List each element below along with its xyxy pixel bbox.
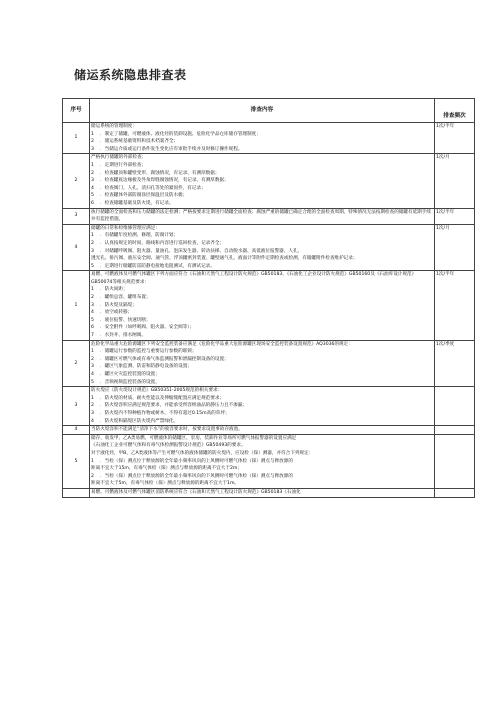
content-line bbox=[91, 379, 433, 387]
row-content bbox=[90, 154, 435, 208]
item-number: 5 bbox=[91, 193, 94, 199]
row-index: 4 bbox=[63, 426, 90, 435]
item-text: ．防火堤的材质、耐火性能以及伸缩缝配置应满足规范要求； bbox=[100, 395, 225, 401]
item-number: 3 bbox=[91, 248, 94, 254]
content-line bbox=[91, 418, 433, 426]
item-text: ．对储罐呼吸阀、阻火器、量油孔、泡沫发生器、转动扶梯、自动脱水器、高低液位报警器、人孔、 bbox=[100, 248, 303, 254]
content-line bbox=[91, 177, 433, 185]
content-paragraph: 执行储罐的全面检查和压力储罐的法定检测；严格按要求定期进行储罐全面检查；腐蚀严重的储罐已确定合理的全面检查周期。特殊情况无法按期检查的储罐有延期手续并有监控措施。 bbox=[91, 209, 431, 223]
item-text: ．水封井、排水闸阀。 bbox=[100, 333, 146, 339]
header-content: 排查内容 bbox=[90, 99, 435, 123]
item-text: ．检查储罐基础及防火堤，有记录。 bbox=[100, 200, 174, 206]
item-text: ．罐区气象监测、防雷和防静电设备的设置； bbox=[100, 364, 192, 370]
item-text: ．防火堤内不得种植作物或树木，不得有超过0.15m高的草坪； bbox=[100, 410, 230, 416]
item-number: 2 bbox=[91, 170, 94, 176]
content-paragraph: 易燃、可燃液体及可燃气体罐区下列方面应符合《石油和天然气工程设计防火规范》GB50183、《石油化工企业设计防火规范》GB50160及《石油库设计规范》GB50074等相关规范要求： bbox=[91, 272, 417, 285]
item-number: 1 bbox=[91, 458, 94, 464]
row-frequency: 1次/半年 bbox=[435, 271, 475, 340]
content-line bbox=[91, 395, 433, 403]
item-number: 3 bbox=[91, 410, 94, 416]
page-title: 储运系统隐患排查表 bbox=[74, 68, 187, 82]
table-row bbox=[63, 387, 475, 426]
content-line bbox=[91, 489, 433, 497]
item-number: 2 bbox=[91, 295, 94, 301]
row-index: 5 bbox=[63, 434, 90, 488]
content-line bbox=[91, 225, 433, 233]
row-content bbox=[90, 387, 435, 426]
item-number: 2 bbox=[91, 240, 94, 246]
row-content bbox=[90, 340, 435, 387]
item-number: 5 bbox=[91, 379, 94, 385]
row-frequency bbox=[435, 387, 475, 426]
content-line bbox=[91, 426, 433, 434]
content-line bbox=[91, 324, 433, 332]
item-text: ．定期进行外部检查； bbox=[100, 162, 146, 168]
row-index: 2 bbox=[63, 154, 90, 208]
item-number: 7 bbox=[91, 333, 94, 339]
item-text: ．储运系统基础资料和技术档案齐全； bbox=[100, 139, 179, 145]
hazard-checklist-table bbox=[62, 98, 475, 498]
content-line bbox=[91, 473, 433, 481]
content-paragraph: 对于液化烃，甲B、乙A类液体等产生可燃气体的液体储罐的防火堤内，应设检（探）测器，并符合下列规定： bbox=[91, 450, 314, 456]
item-text: 储运系统的管理制度： bbox=[91, 124, 137, 129]
table-row bbox=[63, 340, 475, 387]
item-number: 3 bbox=[91, 364, 94, 370]
item-number: 4 bbox=[91, 185, 94, 191]
content-line bbox=[91, 402, 433, 410]
content-line bbox=[91, 332, 433, 340]
item-text: ．定期进行储罐防雷防静电接地电阻测试，有测试记录。 bbox=[100, 263, 215, 269]
content-line bbox=[91, 387, 433, 395]
item-text: 距离不宜大于5m，有毒气体检（探）测点与释放源的距离不宜大于1m。 bbox=[91, 481, 240, 487]
table-row bbox=[63, 488, 475, 497]
item-number: 2 bbox=[91, 356, 94, 362]
item-text: 严格执行储罐的外部检查： bbox=[91, 155, 147, 161]
item-number: 1 bbox=[91, 162, 94, 168]
item-text: ．音频视频监控装备的设置。 bbox=[100, 379, 160, 385]
item-number: 2 bbox=[91, 403, 94, 409]
content-line bbox=[91, 162, 433, 170]
row-content bbox=[90, 208, 435, 224]
item-text: ．防火堤和隔堤区防火堤内严禁绿化。 bbox=[100, 418, 179, 424]
item-text: 防火堤应《防火堤设计规范》GB50351-2005规范的相关要求： bbox=[91, 388, 223, 394]
content-line bbox=[91, 255, 433, 263]
item-text: ．检查阀门、人孔、清扫孔等处的紧固件，有记录； bbox=[100, 185, 206, 191]
item-text: ．防火堤及隔堤； bbox=[100, 302, 137, 308]
item-text: ．当检（探）测点位于释放源的全年最小频率风向的下风侧时可燃气体检（探）测点与释放源的 bbox=[100, 473, 293, 479]
table-row bbox=[63, 224, 475, 271]
row-index: 1 bbox=[63, 123, 90, 154]
item-text: ．储罐运行参数的监控与重要运行参数的联锁； bbox=[100, 349, 197, 355]
table-row bbox=[63, 434, 475, 488]
content-line bbox=[91, 138, 433, 146]
item-text: ．当检（探）测点位于释放源的全年最小频率风向的上风侧时可燃气体检（探）测点与释放源的 bbox=[100, 458, 293, 464]
row-frequency: 1次/月 bbox=[435, 154, 475, 208]
item-number: 4 bbox=[91, 310, 94, 316]
item-number: 6 bbox=[91, 200, 94, 206]
row-content bbox=[90, 224, 435, 271]
item-text: 当防火堤容积不能满足“清净下水”的收容要求时，按要求设置事故存液池。 bbox=[91, 427, 243, 433]
item-text: ．防火堤容积应满足规范要求，并能承受所容纳油品的静压力且不渗漏； bbox=[100, 403, 248, 409]
item-text: ．当储运介质或运行条件发生变化应有审批手续并及时修订操作规程。 bbox=[100, 146, 243, 152]
content-line bbox=[91, 192, 433, 200]
item-number: 6 bbox=[91, 325, 94, 331]
row-index bbox=[63, 488, 90, 497]
item-text: 《石油化工企业可燃气体和有毒气体检测报警设计规范》GB50493的要求。 bbox=[91, 443, 246, 449]
content-paragraph: 危险化学品重大危险源罐区下列安全监控装备应满足《危险化学品重大危险源罐区现场安全监控装备设置规范》AQ3036的规定： bbox=[91, 341, 353, 347]
table-header-row bbox=[63, 99, 475, 123]
item-number: 1 bbox=[91, 287, 94, 293]
item-text: ．储罐区可燃气体或有毒气体监测报警和泄漏控制设备的设置； bbox=[100, 356, 229, 362]
row-frequency: 1次/季度 bbox=[435, 340, 475, 387]
content-line bbox=[91, 154, 433, 162]
item-number: 1 bbox=[91, 131, 94, 137]
content-line bbox=[91, 348, 433, 356]
item-text: ．罐组总容、罐组布置； bbox=[100, 295, 151, 301]
item-number: 3 bbox=[91, 302, 94, 308]
row-index: 3 bbox=[63, 208, 90, 224]
item-text: 易燃、可燃液体及可燃气体罐区消防系统应符合《石油和天然气工程设计防火规范》GB50183《石油化 bbox=[91, 489, 301, 495]
item-text: ．检查罐顶和罐壁变形、腐蚀情况，有记录、有测厚数据； bbox=[100, 170, 220, 176]
table-row bbox=[63, 123, 475, 154]
content-line bbox=[91, 363, 433, 371]
item-text: ．检查罐体外部防腐涂层保温层及防水檐； bbox=[100, 193, 188, 199]
item-number: 5 bbox=[91, 317, 94, 323]
content-line bbox=[91, 123, 433, 131]
content-line bbox=[91, 131, 433, 139]
content-line bbox=[91, 480, 433, 488]
header-frequency: 排查频次 bbox=[435, 99, 475, 123]
item-number: 3 bbox=[91, 146, 94, 152]
item-number: 1 bbox=[91, 349, 94, 355]
row-content bbox=[90, 271, 435, 340]
row-frequency bbox=[435, 488, 475, 497]
item-text: ．有储罐年度检测、修理、防腐计划； bbox=[100, 233, 179, 239]
row-frequency bbox=[435, 426, 475, 435]
item-text: ．检查罐底边缘板及外角焊缝腐蚀情况，有记录、有测厚数据； bbox=[100, 178, 229, 184]
content-line bbox=[91, 309, 433, 317]
item-text: 储存、收发甲、乙A类易燃、可燃液体的储罐区、泵房、装卸作业等场所可燃气体报警器的设置应满足 bbox=[91, 435, 297, 441]
item-number: 5 bbox=[91, 263, 94, 269]
item-number: 1 bbox=[91, 233, 94, 239]
item-number: 4 bbox=[91, 418, 94, 424]
item-text: ．认真按规定的时间、路线和内容进行巡回检查，记录齐全； bbox=[100, 240, 225, 246]
item-text: ．安全附件（如呼吸阀、阻火器、安全阀等）； bbox=[100, 325, 195, 331]
table-row bbox=[63, 426, 475, 435]
row-content bbox=[90, 488, 435, 497]
content-line bbox=[91, 170, 433, 178]
item-text: ．制定了储罐、可燃液体、液化烃的装卸设施、危险化学品仓库储存管理制度； bbox=[100, 131, 261, 137]
content-line bbox=[91, 410, 433, 418]
content-line bbox=[91, 302, 433, 310]
item-text: ．罐区火灾监控装置的设置； bbox=[100, 372, 160, 377]
content-line bbox=[91, 356, 433, 364]
table-row bbox=[63, 271, 475, 340]
item-number: 2 bbox=[91, 473, 94, 479]
item-number: 1 bbox=[91, 395, 94, 401]
header-index: 序号 bbox=[63, 99, 90, 123]
content-line bbox=[91, 465, 433, 473]
row-frequency: 1次/半年 bbox=[435, 208, 475, 224]
item-text: 储罐的日常和检维修管理应满足： bbox=[91, 225, 160, 231]
table-row bbox=[63, 208, 475, 224]
content-line bbox=[91, 435, 433, 443]
item-number: 3 bbox=[91, 178, 94, 184]
row-content bbox=[90, 434, 435, 488]
row-index: 2 bbox=[63, 340, 90, 387]
item-text: ．放空或转移； bbox=[100, 310, 133, 316]
content-line bbox=[91, 248, 433, 256]
row-content bbox=[90, 123, 435, 154]
item-text: ．液位报警、快速切断； bbox=[100, 317, 151, 323]
row-frequency: 1次/半年 bbox=[435, 123, 475, 154]
content-line bbox=[91, 286, 433, 294]
row-content bbox=[90, 426, 435, 435]
row-index: 3 bbox=[63, 387, 90, 426]
item-text: 透光孔、排污阀、液压安全阀、通气管、浮顶罐密封装置、罐壁通气孔、液面计等附件定期检查或检测，有储罐附件检查维护记录； bbox=[91, 256, 358, 262]
content-line bbox=[91, 317, 433, 325]
item-text: ．防火间距； bbox=[100, 287, 128, 293]
content-line bbox=[91, 240, 433, 248]
content-line bbox=[91, 263, 433, 271]
item-text: 距离不宜大于15m，有毒气体检（探）测点与释放源的距离不宜大于2m； bbox=[91, 466, 242, 472]
item-number: 4 bbox=[91, 372, 94, 377]
row-frequency bbox=[435, 434, 475, 488]
content-line bbox=[91, 458, 433, 466]
content-line bbox=[91, 442, 433, 450]
item-number: 2 bbox=[91, 139, 94, 145]
content-line bbox=[91, 146, 433, 154]
content-line bbox=[91, 294, 433, 302]
table-row bbox=[63, 154, 475, 208]
row-index: 1 bbox=[63, 271, 90, 340]
content-line bbox=[91, 185, 433, 193]
row-index: 4 bbox=[63, 224, 90, 271]
content-line bbox=[91, 232, 433, 240]
content-line bbox=[91, 371, 433, 379]
row-frequency: 1次/月 bbox=[435, 224, 475, 271]
content-line bbox=[91, 200, 433, 208]
